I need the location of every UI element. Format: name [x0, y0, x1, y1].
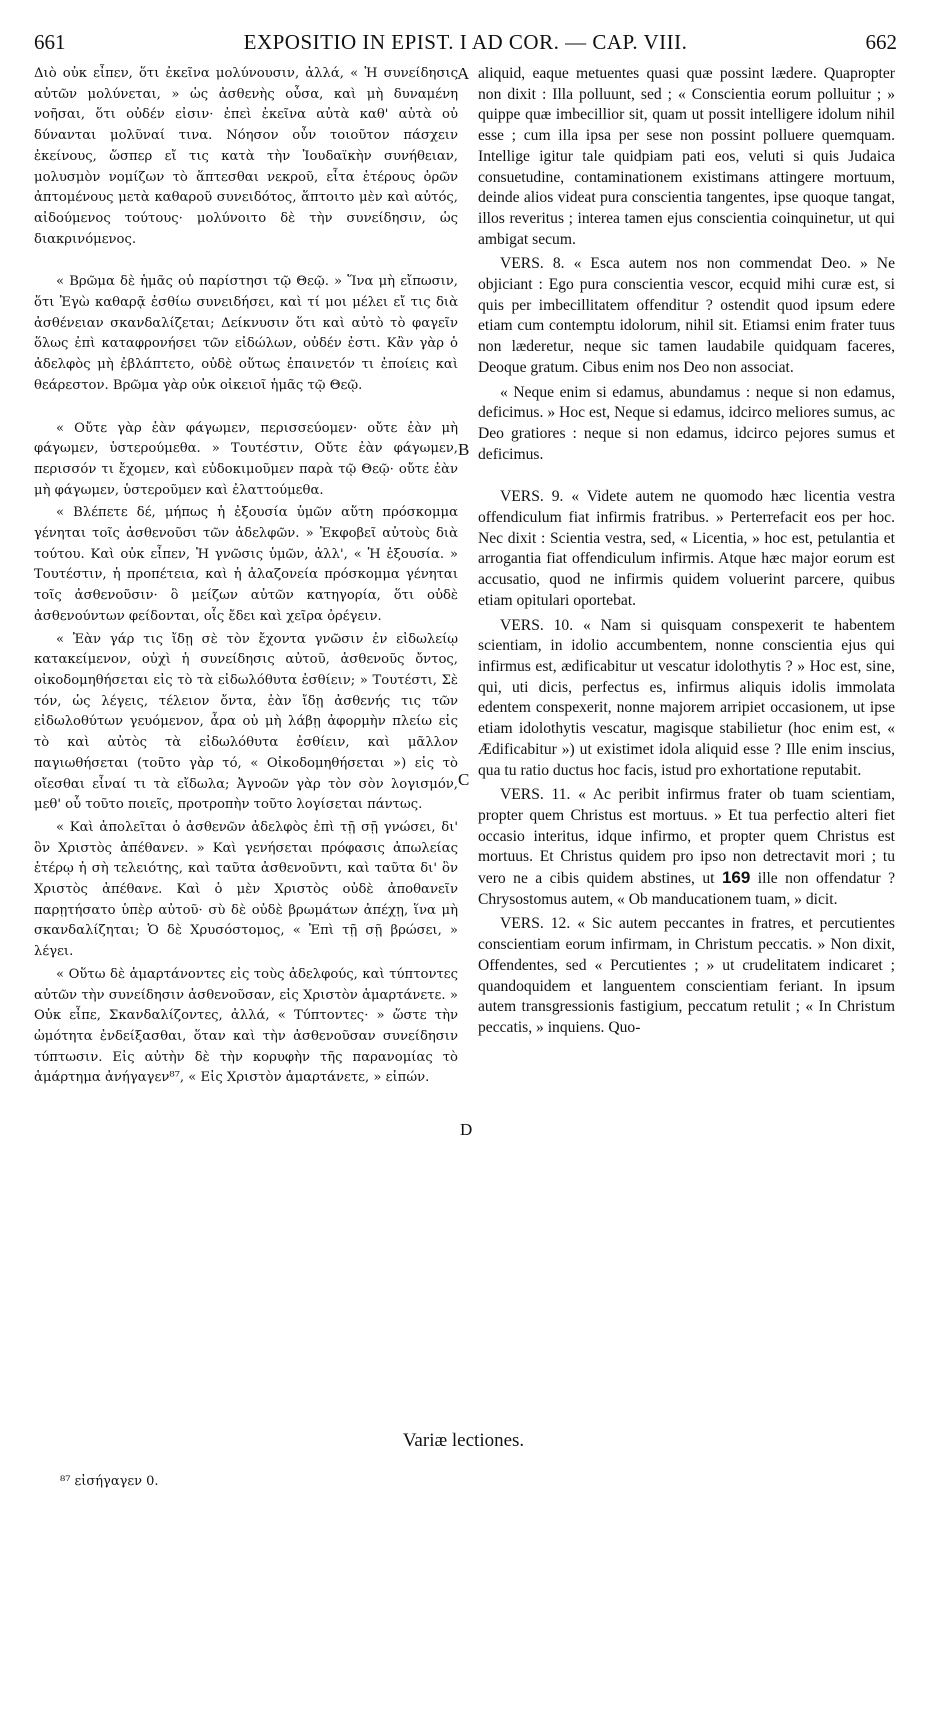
greek-paragraph: « Βρῶμα δὲ ἡμᾶς οὐ παρίστησι τῷ Θεῷ. » Ἵνα μὴ εἴπωσιν, ὅτι Ἐγὼ καθαρᾷ ἐσθίω συνειδήσει, καὶ τί μοι μέλει εἴ τις διὰ ἀσθένειαν σκανδαλίζεται; Δείκνυσιν ὅτι καὶ αὐτὸ τὸ φαγεῖν ὅλως ἐπὶ καταφρονήσει τῶν εἰδώλων, οὐδέν ἐστι. Κἂν γὰρ ὁ ἀδελφὸς μὴ ἐβλάπτετο, οὐδὲ οὕτως ἐπαινετόν τι ἐποίεις καὶ θεάρεστον. Βρῶμα γὰρ οὐκ οἰκειοῖ ἡμᾶς τῷ Θεῷ.: [34, 274, 458, 393]
page-number-left: 661: [34, 30, 66, 54]
latin-paragraph: aliquid, eaque metuentes quasi quæ possint lædere. Quapropter non dixit : Illa polluunt, sed ; « Conscientia eorum polluitur ; » quippe quæ imbecillior sit, quam ut possit intelligere idolum nihil esse ; cum illa ipsa per sese non possint polluere quemquam. Intellige igitur tale quidpiam pati eos, veluti si quis Judaica consuetudine, contaminationem existimans attingere mortuum, deinde alios videat pura conscientia tangentes, ipse quoque tangat, illos reveritus ; interea tamen ejus conscientia coinquinetur, ut qui ambigat secum.: [478, 65, 895, 248]
margin-letter-a: A: [457, 64, 470, 83]
page-number-right: 662: [865, 30, 897, 54]
latin-text: VERS. 11. « Ac peribit infirmus frater ob tuam scientiam, propter quem Christus est mortuus. » Et tua perfectio alteri fiet occasio interitus, idque infirmo, et propter quem Christus est mortuus. Et Christus quidem pro ipso non detrectavit mori ; tu vero ne a cibis quidem abstines, ut: [478, 786, 895, 888]
latin-column: [478, 64, 895, 1724]
column-number: 169: [721, 868, 751, 888]
footnote: ⁸⁷ εἰσήγαγεν 0.: [60, 1474, 159, 1489]
latin-paragraph: VERS. 12. « Sic autem peccantes in fratres, et percutientes conscientiam eorum infirmam, in Christum peccatis. » Non dixit, Offendentes, sed « Percutientes ; » ut crudelitatem indicaret ; quandoquidem et languentem conscientiam feriant. In ipsum autem transgressionis fastigium, peccatum retulit ; « In Christum peccatis, » inquiens. Quo-: [478, 915, 895, 1036]
latin-paragraph: VERS. 9. « Videte autem ne quomodo hæc licentia vestra offendiculum fiat infirmis fratribus. » Perterrefacit eos per hoc. Nec dixit : Scientia vestra, sed, « Licentia, » hoc est, petulantia et arrogantia fiat offendiculum infirmis. Atque hæc major eorum est accusatio, quod ne infirmis quidem voluerint parcere, quibus etiam opitulari oportebat.: [478, 488, 895, 609]
greek-paragraph: Διὸ οὐκ εἶπεν, ὅτι ἐκεῖνα μολύνουσιν, ἀλλά, « Ἡ συνείδησις αὐτῶν μολύνεται, » ὡς ἀσθενὴς οὖσα, καὶ μὴ δυναμένη νοῆσαι, ὅτι οὐδέν εἰσιν· ἐπεὶ ἐκεῖνα αὐτὰ καθ' αὑτὰ οὐ δύνανται μολῦναί τινα. Νόησον οὖν τοιοῦτον πάσχειν ἐκείνους, ὥσπερ εἴ τις κατὰ τὴν Ἰουδαϊκὴν συνήθειαν, μολυσμὸν νομίζων τὸ ἅπτεσθαι νεκροῦ, εἶτα ἑτέρους ὁρῶν ἀπτομένους μετὰ καθαροῦ συνειδότος, ἅπτοιτο μὲν καὶ αὐτός, αἰδούμενος τούτους· μολύνοιτο δὲ τὴν συνείδησιν, ὡς διακρινόμενος.: [34, 66, 458, 247]
latin-paragraph: [478, 785, 895, 910]
greek-paragraph: « Οὔτε γὰρ ἐὰν φάγωμεν, περισσεύομεν· οὔτε ἐὰν μὴ φάγωμεν, ὑστερούμεθα. » Τουτέστιν, Οὔτε ἐὰν φάγωμεν, περισσόν τι ἔχομεν, καὶ εὐδοκιμοῦμεν παρὰ τῷ Θεῷ· οὔτε ἐὰν μὴ φάγωμεν, ὑστεροῦμεν καὶ ἐλαττούμεθα.: [34, 420, 458, 498]
margin-letter-d: D: [460, 1120, 473, 1139]
latin-paragraph: VERS. 10. « Nam si quisquam conspexerit te habentem scientiam, in idolio accumbentem, nonne conscientia ejus qui infirmus est, ædificabitur ut vescatur idolothytis ? » Hoc est, sine, qui, uti dicis, perfectus es, infirmus aliquis idolis immolata edentem conspexerit, nonne majorem arripiet occasionem, ut ipse etiam idolothytis vescatur, magisque stabilietur (hoc enim est, « Ædificabitur ») ut existimet idola aliquid esse ? Ille enim inscius, qua tu ratio ductus hoc facis, istud pro exhortatione reputabit.: [478, 616, 895, 779]
variae-lectiones-heading: Variæ lectiones.: [402, 1430, 525, 1451]
page-header: [34, 30, 897, 62]
latin-paragraph: VERS. 8. « Esca autem nos non commendat Deo. » Ne objiciant : Ego pura conscientia vescor, ecquid mihi curæ est, si quis per imbecillitatem offenditur ? ostendit quod ipsum edere etiam cum contemptu idolorum, nihil sit. Etiamsi enim frater tuus non læderetur, neque sic tamen laudabile quidquam faceres, Deoque gratum. Cibus enim nos Deo non associat.: [478, 255, 895, 376]
running-title: EXPOSITIO IN EPIST. I AD COR. — CAP. VIII.: [243, 30, 688, 54]
greek-paragraph: « Καὶ ἀπολεῖται ὁ ἀσθενῶν ἀδελφὸς ἐπὶ τῇ σῇ γνώσει, δι' ὃν Χριστὸς ἀπέθανεν. » Καὶ γενήσεται πρόφασις ἀπωλείας ἑτέρῳ ἡ σὴ τελειότης, καὶ ταῦτα ἀσθενοῦντι, καὶ ταῦτα δι' ὃν Χριστὸς ἀπέθανε. Καὶ ὁ μὲν Χριστὸς οὐδὲ ἀποθανεῖν παρῃτήσατο ὑπὲρ αὐτοῦ· σὺ δὲ οὐδὲ βρωμάτων ἀπέχῃ, ἵνα μὴ σκανδαλίζηται; Ὁ δὲ Χρυσόστομος, « Ἐπὶ τῇ σῇ βρώσει, » λέγει.: [34, 819, 458, 960]
greek-paragraph: « Βλέπετε δέ, μήπως ἡ ἐξουσία ὑμῶν αὕτη πρόσκομμα γένηται τοῖς ἀσθενοῦσι τῶν ἀδελφῶν. » Ἐκφοβεῖ αὐτοὺς διὰ τούτου. Καὶ οὐκ εἶπεν, Ἡ γνῶσις ὑμῶν, ἀλλ', « Ἡ ἐξουσία. » Τουτέστιν, ἡ προπέτεια, καὶ ἡ ἀλαζονεία πρόσκομμα γένηται τοῖς ἀσθενοῦσιν· ὃ μείζων αὐτῶν κατηγορία, ὅτι οὐδὲ ἀσθενούντων φείδονται, οἷς ἔδει καὶ χεῖρα ὀρέγειν.: [34, 505, 458, 624]
margin-letter-c: C: [458, 770, 470, 789]
margin-letter-b: B: [458, 440, 470, 459]
greek-paragraph: « Οὕτω δὲ ἁμαρτάνοντες εἰς τοὺς ἀδελφούς, καὶ τύπτοντες αὐτῶν τὴν συνείδησιν ἀσθενοῦσαν, εἰς Χριστὸν ἁμαρτάνετε. » Οὐκ εἶπε, Σκανδαλίζοντες, ἀλλά, « Τύπτοντες· » ὥστε τὴν ὠμότητα ἐνδείξασθαι, ὅταν καὶ τὴν ἀσθενοῦσαν συνείδησιν τύπτωσιν. Εἰς αὐτὴν δὲ τὴν κορυφὴν τῆς παρανομίας τὸ ἁμάρτημα ἀνήγαγεν⁸⁷, « Εἰς Χριστὸν ἁμαρτάνετε, » εἰπών.: [34, 966, 458, 1086]
latin-paragraph: « Neque enim si edamus, abundamus : neque si non edamus, deficimus. » Hoc est, Neque si edamus, idcirco meliores sumus, ac Deo gratiores : neque si non edamus, idcirco pejores sumus et deficimus.: [478, 383, 895, 463]
greek-paragraph: « Ἐὰν γάρ τις ἴδῃ σὲ τὸν ἔχοντα γνῶσιν ἐν εἰδωλείῳ κατακείμενον, οὐχὶ ἡ συνείδησις αὐτοῦ, ἀσθενοῦς ὄντος, οἰκοδομηθήσεται εἰς τὸ τὰ εἰδωλόθυτα ἐσθίειν; » Τουτέστι, Σὲ τόν, ὡς λέγεις, τέλειον ὄντα, ἐὰν ἴδῃ ἀσθενής τις τῶν εἰδωλοθύτων γευόμενον, ἆρα οὐ μὴ λάβῃ ἀφορμὴν πλείω εἰς τὸ καὶ αὐτὸς τὰ εἰδωλόθυτα ἐσθίειν, καὶ μᾶλλον παγιωθήσεται (τοῦτο γὰρ τό, « Οἰκοδομηθήσεται ») εἰς τὸ οἴεσθαι εἶναί τι τὰ εἴδωλα; Ἀγνοῶν γὰρ τὸν σὸν λογισμόν, μεθ' οὗ τοῦτο ποιεῖς, προτροπὴν τοῦτο λογίσεται πάντως.: [34, 631, 458, 813]
latin-text: ille non offendatur ? Chrysostomus autem, « Ob manducationem tuam, » dicit.: [478, 870, 895, 908]
